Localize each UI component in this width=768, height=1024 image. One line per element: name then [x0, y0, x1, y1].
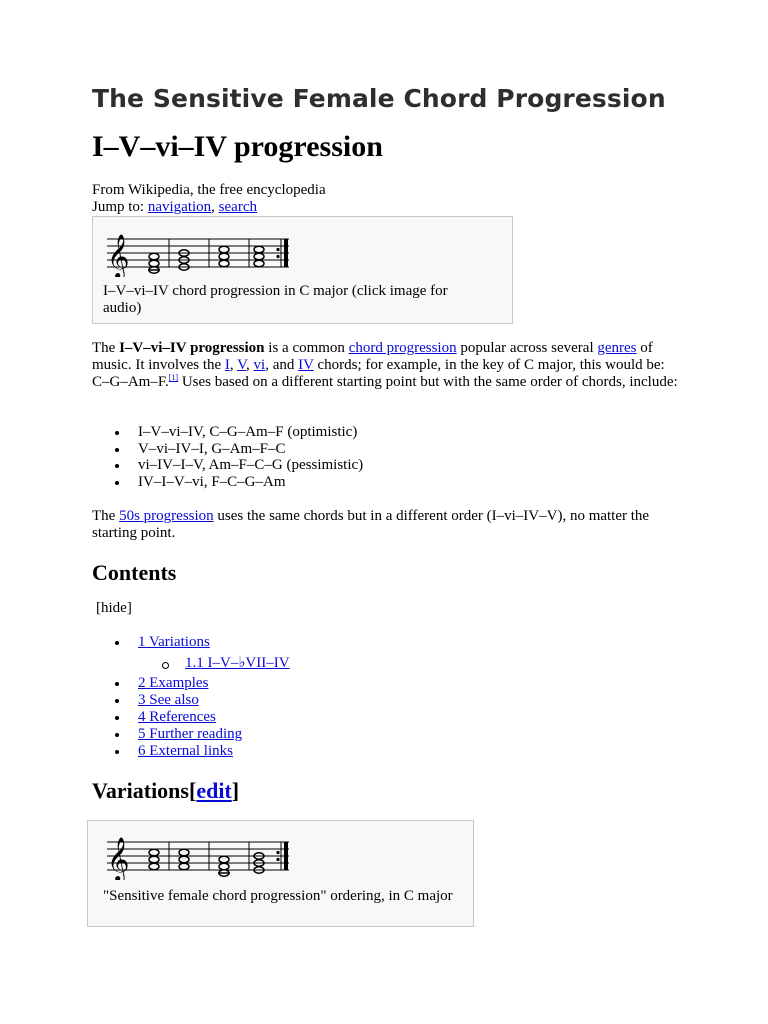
toc-item — [92, 726, 290, 743]
intro-bold: I–V–vi–IV progression — [119, 340, 265, 356]
uses-list — [92, 424, 363, 490]
variations-heading — [92, 778, 239, 804]
figure-caption: I–V–vi–IV chord progression in C major (click image for audio) — [103, 283, 448, 316]
article-title: I–V–vi–IV progression — [92, 130, 383, 163]
intro-text-4: of music. It involves the — [92, 340, 653, 373]
jump-to — [92, 199, 257, 216]
intro-text-7: Uses based on a different starting point but with the same order of chords, include: — [178, 374, 678, 390]
intro-comma-1: , — [229, 357, 238, 373]
fifties-text-2: uses the same chords but in a different order (I–vi–IV–V), no matter the starting point. — [92, 508, 650, 541]
contents-heading: Contents — [92, 560, 177, 585]
toc-item — [92, 675, 290, 692]
intro-paragraph — [92, 340, 682, 391]
figure-sensitive-female — [87, 820, 474, 927]
figure-chord-progression — [92, 216, 513, 324]
variations-title: Variations — [92, 778, 189, 803]
svg-text:𝄞: 𝄞 — [107, 234, 130, 277]
fifties-paragraph — [92, 508, 682, 542]
article-tagline: From Wikipedia, the free encyclopedia — [92, 182, 326, 198]
chord-I-link[interactable]: I — [224, 357, 230, 373]
navigation-link[interactable]: navigation — [147, 199, 212, 215]
list-item: vi–IV–I–V, Am–F–C–G (pessimistic) — [92, 457, 363, 474]
fifties-progression-link[interactable]: 50s progression — [119, 508, 214, 524]
list-item: IV–I–V–vi, F–C–G–Am — [92, 474, 363, 491]
toc-item — [92, 692, 290, 709]
intro-text-1: The — [92, 340, 120, 356]
fifties-text-1: The — [92, 508, 120, 524]
intro-text-2: is a common — [264, 340, 349, 356]
intro-comma-2: , — [246, 357, 254, 373]
toc-link-variations[interactable]: 1 Variations — [138, 634, 210, 650]
table-of-contents — [92, 634, 290, 760]
toc-link-see-also[interactable]: 3 See also — [138, 692, 199, 708]
intro-text-6: chords; for example, in the key of C major, this would be: C–G–Am–F. — [92, 357, 665, 390]
reference-link[interactable]: [1] — [168, 373, 179, 382]
edit-bracket-close: ] — [231, 778, 240, 803]
intro-text-3: popular across several — [456, 340, 598, 356]
search-link[interactable]: search — [218, 199, 257, 215]
toc-link-references[interactable]: 4 References — [138, 709, 216, 725]
chord-IV-link[interactable]: IV — [298, 357, 314, 373]
music-staff-icon[interactable] — [107, 227, 292, 277]
genres-link[interactable]: genres — [597, 340, 637, 356]
edit-bracket-open: [ — [188, 778, 197, 803]
toc-subitem — [92, 655, 290, 672]
toc-item — [92, 743, 290, 760]
toc-link-i-v-bvii-iv[interactable]: 1.1 I–V–♭VII–IV — [185, 655, 290, 671]
svg-text:𝄞: 𝄞 — [107, 837, 130, 880]
jump-separator: , — [211, 199, 219, 215]
toc-item — [92, 634, 290, 651]
chord-vi-link[interactable]: vi — [253, 357, 266, 373]
chord-progression-link[interactable]: chord progression — [348, 340, 457, 356]
intro-text-5: , and — [265, 357, 299, 373]
toc-link-examples[interactable]: 2 Examples — [138, 675, 209, 691]
toc-link-further-reading[interactable]: 5 Further reading — [138, 726, 243, 742]
music-staff-icon[interactable] — [107, 830, 292, 880]
list-item: I–V–vi–IV, C–G–Am–F (optimistic) — [92, 424, 363, 441]
chord-V-link[interactable]: V — [237, 357, 247, 373]
document-title: The Sensitive Female Chord Progression — [92, 84, 666, 113]
hide-toggle[interactable]: [hide] — [96, 600, 132, 616]
figure-caption: "Sensitive female chord progression" ordering, in C major — [103, 888, 453, 904]
toc-link-external-links[interactable]: 6 External links — [138, 743, 233, 759]
jump-prefix: Jump to: — [92, 199, 148, 215]
edit-link[interactable]: edit — [196, 778, 232, 803]
list-item: V–vi–IV–I, G–Am–F–C — [92, 441, 363, 458]
toc-item — [92, 709, 290, 726]
